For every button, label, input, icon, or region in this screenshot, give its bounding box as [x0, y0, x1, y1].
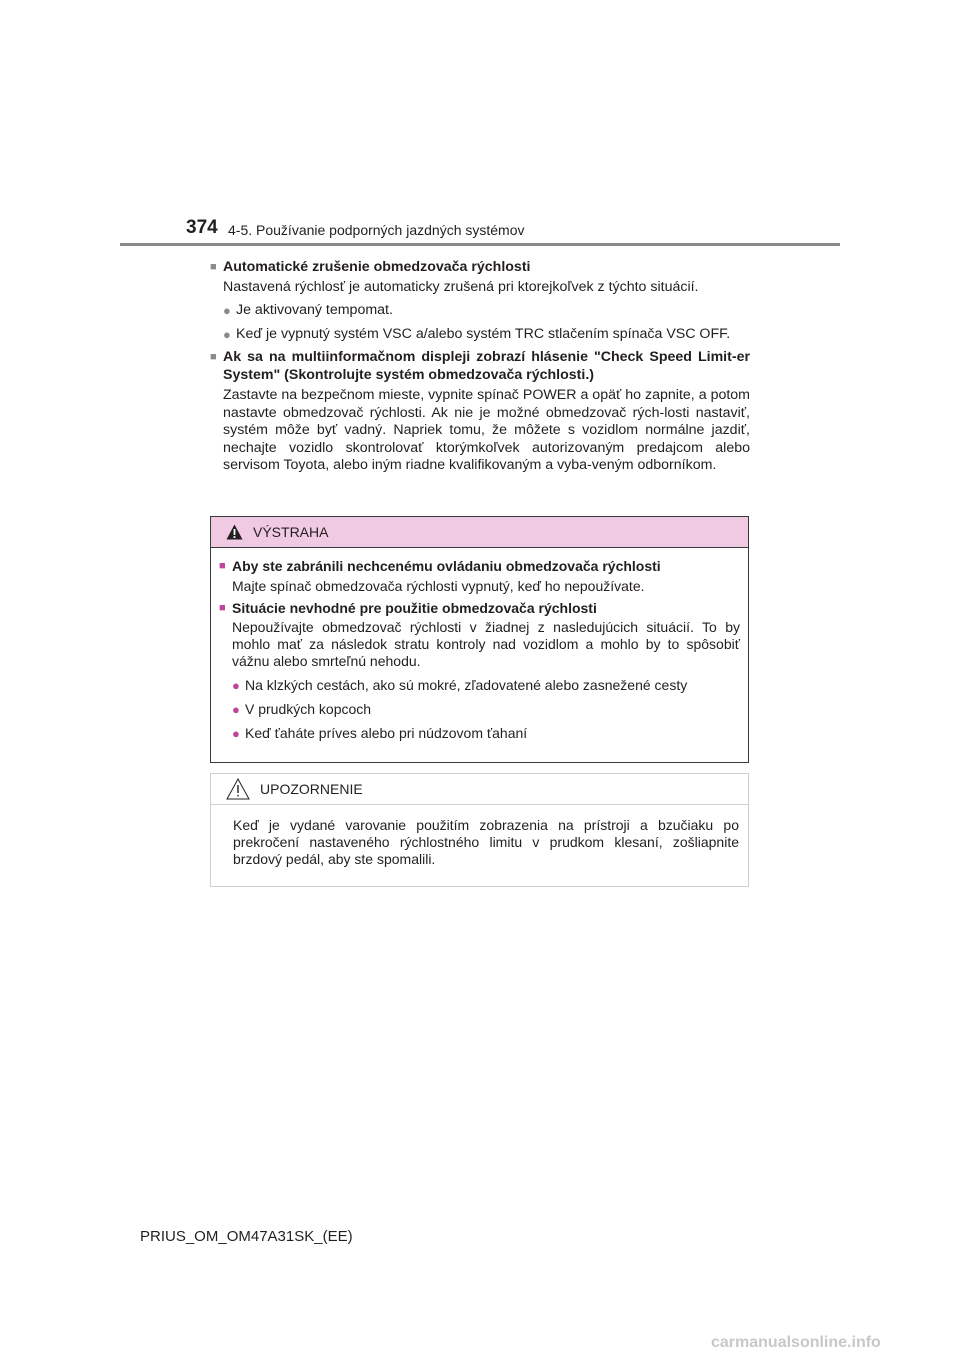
auto-cancel-text: Nastavená rýchlosť je automaticky zrušená pri ktorejkoľvek z týchto situácií.: [223, 278, 699, 295]
document-code: PRIUS_OM_OM47A31SK_(EE): [140, 1228, 353, 1245]
round-bullet-icon: ●: [232, 678, 240, 693]
list-item: ● V prudkých kopcoch: [232, 701, 372, 717]
warning-body: [211, 548, 748, 742]
notice-box: [210, 773, 749, 887]
main-content: [210, 255, 750, 475]
round-bullet-icon: ●: [223, 326, 231, 342]
page-header: [0, 0, 960, 250]
warning-box: [210, 516, 749, 763]
warning-item-text: Majte spínač obmedzovača rýchlosti vypnutý, keď ho nepoužívate.: [232, 577, 645, 594]
notice-header: [211, 774, 748, 805]
square-bullet-icon: ■: [219, 601, 226, 614]
list-item: ● Je aktivovaný tempomat.: [223, 302, 393, 318]
warning-triangle-icon: [226, 524, 243, 540]
round-bullet-icon: ●: [232, 702, 240, 717]
list-item: ● Keď ťaháte príves alebo pri núdzovom ťahaní: [232, 725, 528, 741]
auto-cancel-heading: ■ Automatické zrušenie obmedzovača rýchlosti: [210, 259, 531, 275]
check-message-text: Zastavte na bezpečnom mieste, vypnite spínač POWER a opäť ho zapnite, a potom nastavte obmedzovač rýchlosti. Ak nie je možné obmedzovač rých-losti nastaviť, systém môže byť vadný. Napriek tomu, že môžete s vozidlom normálne jazdiť, nechajte vozidlo skontrolovať ktorýmkoľvek autorizovaným predajcom alebo servisom Toyota, alebo iným riadne kvalifikovaným a vyba-veným odborníkom.: [223, 387, 750, 473]
warning-item-text: Nepoužívajte obmedzovač rýchlosti v žiadnej z nasledujúcich situácií. To by mohlo mať za následok stratu kontroly nad vozidlom a mohlo by to spôsobiť vážnu alebo smrteľnú nehodu.: [232, 619, 740, 669]
square-bullet-icon: ■: [219, 560, 226, 572]
notice-title: UPOZORNENIE: [260, 781, 363, 797]
caution-triangle-outline-icon: [226, 778, 250, 800]
warning-item-heading: ■ Situácie nevhodné pre použitie obmedzovača rýchlosti: [219, 599, 597, 616]
header-divider: [120, 243, 840, 246]
square-bullet-icon: ■: [210, 261, 217, 273]
warning-header: [211, 517, 748, 548]
notice-text: Keď je vydané varovanie použitím zobrazenia na prístroji a bzučiaku po prekročení nastaveného rýchlostného limitu v prudkom klesaní, zošliapnite brzdový pedál, aby ste spomalili.: [233, 817, 739, 867]
list-item: ● Na klzkých cestách, ako sú mokré, zľadovatené alebo zasnežené cesty: [232, 677, 688, 693]
warning-item-heading: ■ Aby ste zabránili nechcenému ovládaniu obmedzovača rýchlosti: [219, 558, 661, 574]
section-title: 4-5. Používanie podporných jazdných systémov: [228, 222, 525, 238]
round-bullet-icon: ●: [223, 303, 231, 318]
check-message-heading: ■ Ak sa na multiinformačnom displeji zobrazí hlásenie "Check Speed Limit-er System" (Skontrolujte systém obmedzovača rýchlosti.): [210, 349, 750, 383]
round-bullet-icon: ●: [232, 726, 240, 741]
warning-title: VÝSTRAHA: [253, 524, 329, 540]
page-number: 374: [186, 217, 218, 238]
square-bullet-icon: ■: [210, 351, 217, 363]
watermark: carmanualsonline.info: [711, 1334, 881, 1351]
list-item: ● Keď je vypnutý systém VSC a/alebo systém TRC stlačením spínača VSC OFF.: [223, 325, 731, 342]
